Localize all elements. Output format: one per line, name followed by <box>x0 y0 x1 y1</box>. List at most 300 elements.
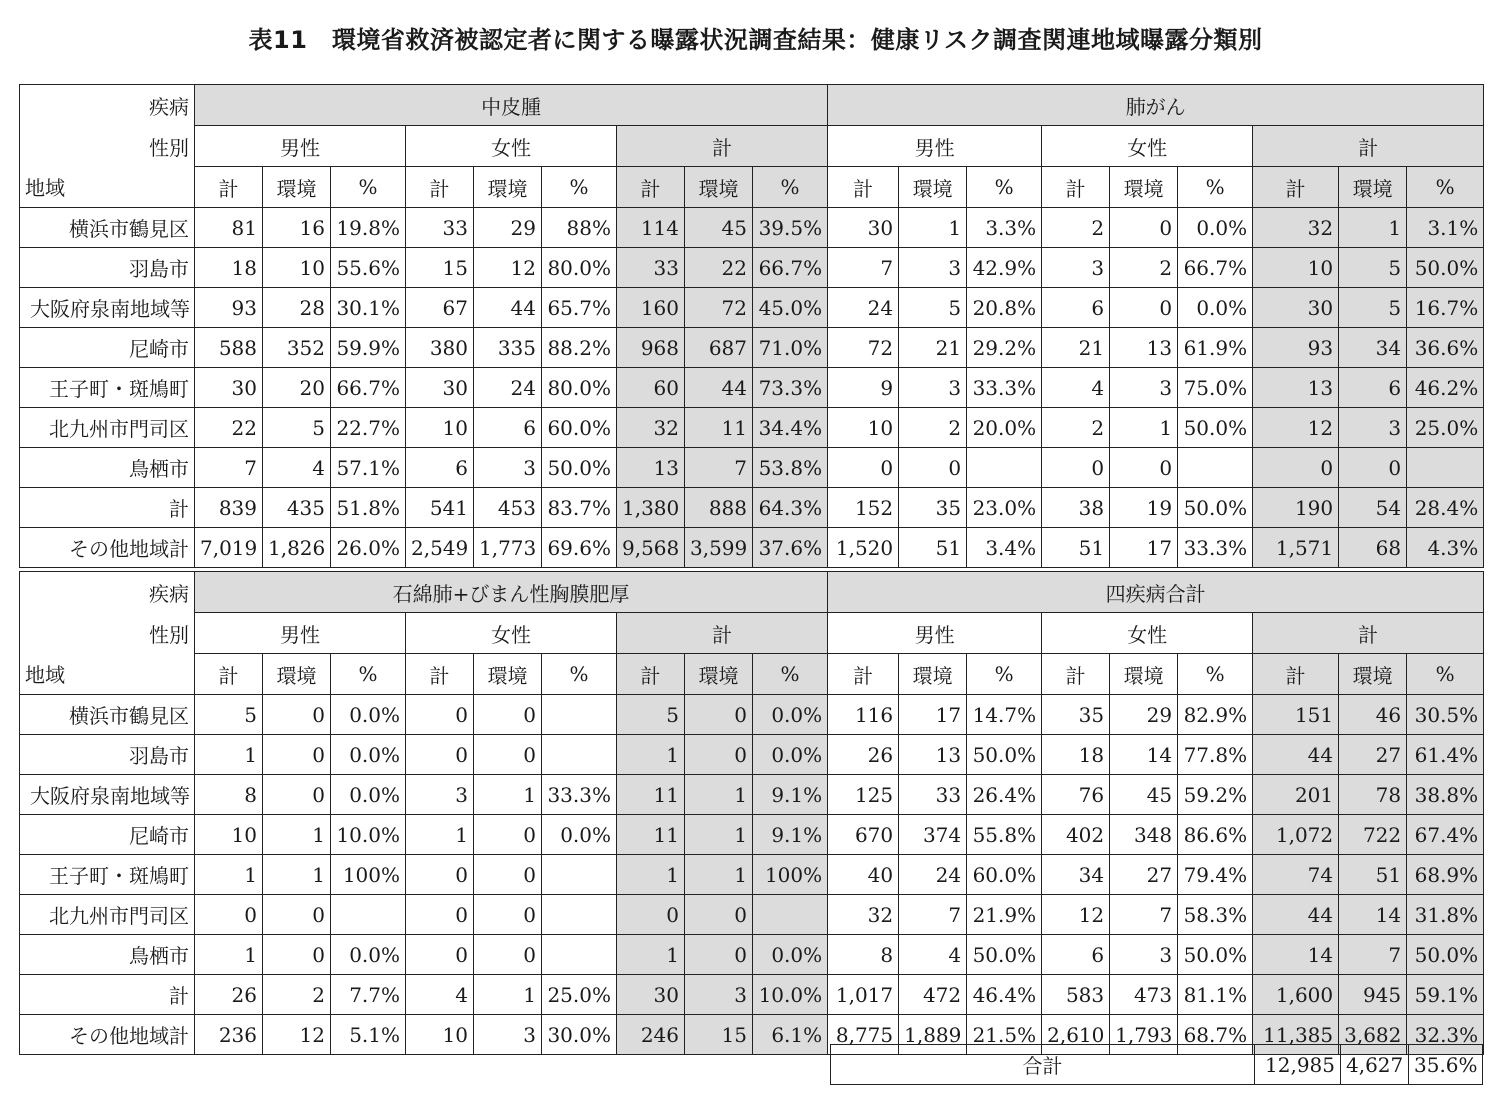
right-female-pct-cell: 82.9% <box>1178 695 1253 735</box>
left-female-env-cell: 0 <box>474 935 542 975</box>
left-female-env-cell: 0 <box>474 815 542 855</box>
left-male-env-cell: 10 <box>263 248 331 288</box>
left-male-count-cell: 1 <box>195 935 263 975</box>
left-female-env-cell: 3 <box>474 1015 542 1055</box>
region-cell: 計 <box>20 975 195 1015</box>
right-female-pct-cell: 86.6% <box>1178 815 1253 855</box>
right-male-env-cell: 24 <box>899 855 967 895</box>
left-male-pct-cell: 5.1% <box>331 1015 406 1055</box>
right-total-count-cell: 11,385 <box>1253 1015 1339 1055</box>
right-total-env-cell: 27 <box>1339 735 1407 775</box>
male-header: 男性 <box>195 613 406 654</box>
right-female-pct-cell: 50.0% <box>1178 408 1253 448</box>
right-male-pct-cell: 3.4% <box>967 528 1042 568</box>
right-female-env-cell: 27 <box>1110 855 1178 895</box>
left-male-count-cell: 18 <box>195 248 263 288</box>
right-total-pct-cell: 3.1% <box>1407 208 1484 248</box>
region-label: 地域 <box>20 654 195 695</box>
right-total-pct-cell: 50.0% <box>1407 248 1484 288</box>
region-cell: 王子町・斑鳩町 <box>20 368 195 408</box>
right-female-count-cell: 4 <box>1042 368 1110 408</box>
left-female-pct-cell: 69.6% <box>542 528 617 568</box>
left-total-pct-cell: 10.0% <box>753 975 828 1015</box>
right-male-env-cell: 7 <box>899 895 967 935</box>
count-header: 計 <box>1042 654 1110 695</box>
left-male-env-cell: 12 <box>263 1015 331 1055</box>
left-total-env-cell: 1 <box>685 775 753 815</box>
table-title: 表11 環境省救済被認定者に関する曝露状況調査結果：健康リスク調査関連地域曝露分類別 <box>248 26 1263 54</box>
left-male-count-cell: 7 <box>195 448 263 488</box>
env-header: 環境 <box>1110 167 1178 208</box>
right-male-count-cell: 9 <box>828 368 899 408</box>
right-female-env-cell: 0 <box>1110 448 1178 488</box>
left-male-env-cell: 2 <box>263 975 331 1015</box>
left-male-pct-cell: 0.0% <box>331 935 406 975</box>
right-female-pct-cell: 81.1% <box>1178 975 1253 1015</box>
left-total-count-cell: 32 <box>617 408 685 448</box>
right-total-pct-cell: 31.8% <box>1407 895 1484 935</box>
right-male-env-cell: 374 <box>899 815 967 855</box>
right-total-env-cell: 3 <box>1339 408 1407 448</box>
left-female-count-cell: 6 <box>406 448 474 488</box>
left-female-count-cell: 0 <box>406 855 474 895</box>
left-female-pct-cell: 30.0% <box>542 1015 617 1055</box>
right-male-env-cell: 13 <box>899 735 967 775</box>
right-female-pct-cell: 79.4% <box>1178 855 1253 895</box>
right-male-pct-cell: 46.4% <box>967 975 1042 1015</box>
count-header: 計 <box>1253 167 1339 208</box>
right-total-pct-cell: 46.2% <box>1407 368 1484 408</box>
right-male-count-cell: 7 <box>828 248 899 288</box>
left-female-env-cell: 6 <box>474 408 542 448</box>
pct-header: % <box>967 167 1042 208</box>
right-female-env-cell: 29 <box>1110 695 1178 735</box>
right-total-count-cell: 1,072 <box>1253 815 1339 855</box>
left-female-env-cell: 453 <box>474 488 542 528</box>
right-female-env-cell: 348 <box>1110 815 1178 855</box>
left-total-count-cell: 968 <box>617 328 685 368</box>
left-female-count-cell: 30 <box>406 368 474 408</box>
region-cell: 横浜市鶴見区 <box>20 208 195 248</box>
right-total-env-cell: 722 <box>1339 815 1407 855</box>
right-female-pct-cell: 0.0% <box>1178 288 1253 328</box>
left-female-env-cell: 0 <box>474 695 542 735</box>
env-header: 環境 <box>899 167 967 208</box>
table-row <box>20 328 1484 368</box>
right-total-count-cell: 10 <box>1253 248 1339 288</box>
count-header: 計 <box>1042 167 1110 208</box>
left-female-count-cell: 10 <box>406 1015 474 1055</box>
left-total-count-cell: 1 <box>617 935 685 975</box>
right-male-count-cell: 116 <box>828 695 899 735</box>
region-cell: 鳥栖市 <box>20 935 195 975</box>
right-female-count-cell: 34 <box>1042 855 1110 895</box>
right-male-env-cell: 17 <box>899 695 967 735</box>
right-male-pct-cell: 14.7% <box>967 695 1042 735</box>
pct-header: % <box>331 654 406 695</box>
left-male-count-cell: 1 <box>195 855 263 895</box>
left-total-pct-cell: 37.6% <box>753 528 828 568</box>
right-total-pct-cell: 4.3% <box>1407 528 1484 568</box>
right-male-count-cell: 40 <box>828 855 899 895</box>
left-total-count-cell: 246 <box>617 1015 685 1055</box>
left-male-env-cell: 16 <box>263 208 331 248</box>
left-female-pct-cell <box>542 935 617 975</box>
left-female-count-cell: 380 <box>406 328 474 368</box>
left-total-env-cell: 7 <box>685 448 753 488</box>
right-total-count-cell: 30 <box>1253 288 1339 328</box>
left-female-pct-cell: 25.0% <box>542 975 617 1015</box>
left-total-env-cell: 72 <box>685 288 753 328</box>
right-male-count-cell: 125 <box>828 775 899 815</box>
left-female-env-cell: 1 <box>474 975 542 1015</box>
disease-mesothelioma: 中皮腫 <box>195 85 828 126</box>
right-male-count-cell: 8,775 <box>828 1015 899 1055</box>
grand-total-label: 合計 <box>831 1045 1255 1085</box>
right-total-pct-cell: 68.9% <box>1407 855 1484 895</box>
right-female-env-cell: 0 <box>1110 288 1178 328</box>
left-male-count-cell: 236 <box>195 1015 263 1055</box>
count-header: 計 <box>1253 654 1339 695</box>
count-header: 計 <box>195 654 263 695</box>
right-total-count-cell: 44 <box>1253 735 1339 775</box>
right-male-pct-cell: 20.0% <box>967 408 1042 448</box>
table-row <box>20 775 1484 815</box>
region-label: 地域 <box>20 167 195 208</box>
disease-label: 疾病 <box>20 85 195 126</box>
right-total-env-cell: 51 <box>1339 855 1407 895</box>
right-female-pct-cell: 77.8% <box>1178 735 1253 775</box>
left-female-pct-cell: 80.0% <box>542 248 617 288</box>
region-cell: 北九州市門司区 <box>20 895 195 935</box>
left-male-count-cell: 5 <box>195 695 263 735</box>
male-header: 男性 <box>195 126 406 167</box>
left-total-count-cell: 114 <box>617 208 685 248</box>
right-female-count-cell: 2,610 <box>1042 1015 1110 1055</box>
left-male-count-cell: 588 <box>195 328 263 368</box>
right-total-pct-cell: 16.7% <box>1407 288 1484 328</box>
right-male-pct-cell: 60.0% <box>967 855 1042 895</box>
right-male-count-cell: 8 <box>828 935 899 975</box>
right-male-count-cell: 152 <box>828 488 899 528</box>
left-female-pct-cell: 83.7% <box>542 488 617 528</box>
table-row <box>20 695 1484 735</box>
subheader-row <box>20 654 1484 695</box>
left-female-env-cell: 1,773 <box>474 528 542 568</box>
total-header: 計 <box>1253 126 1484 167</box>
left-total-count-cell: 33 <box>617 248 685 288</box>
right-total-pct-cell: 32.3% <box>1407 1015 1484 1055</box>
right-female-env-cell: 2 <box>1110 248 1178 288</box>
table-row <box>20 368 1484 408</box>
left-male-count-cell: 839 <box>195 488 263 528</box>
region-cell: 鳥栖市 <box>20 448 195 488</box>
left-female-count-cell: 541 <box>406 488 474 528</box>
left-total-count-cell: 160 <box>617 288 685 328</box>
right-male-pct-cell: 21.5% <box>967 1015 1042 1055</box>
right-female-pct-cell: 50.0% <box>1178 488 1253 528</box>
right-total-pct-cell: 67.4% <box>1407 815 1484 855</box>
right-male-count-cell: 10 <box>828 408 899 448</box>
right-female-pct-cell: 59.2% <box>1178 775 1253 815</box>
right-male-count-cell: 0 <box>828 448 899 488</box>
count-header: 計 <box>195 167 263 208</box>
left-female-count-cell: 15 <box>406 248 474 288</box>
right-male-env-cell: 35 <box>899 488 967 528</box>
right-male-pct-cell <box>967 448 1042 488</box>
left-total-pct-cell: 45.0% <box>753 288 828 328</box>
left-female-env-cell: 0 <box>474 895 542 935</box>
region-cell: その他地域計 <box>20 1015 195 1055</box>
left-female-env-cell: 0 <box>474 735 542 775</box>
right-male-count-cell: 72 <box>828 328 899 368</box>
env-header: 環境 <box>263 654 331 695</box>
right-total-env-cell: 68 <box>1339 528 1407 568</box>
env-header: 環境 <box>685 167 753 208</box>
female-header: 女性 <box>406 126 617 167</box>
left-total-env-cell: 22 <box>685 248 753 288</box>
right-male-pct-cell: 42.9% <box>967 248 1042 288</box>
left-male-env-cell: 0 <box>263 935 331 975</box>
table-row <box>20 408 1484 448</box>
right-female-pct-cell: 50.0% <box>1178 935 1253 975</box>
grand-total-env: 4,627 <box>1341 1045 1409 1085</box>
right-male-env-cell: 4 <box>899 935 967 975</box>
right-female-count-cell: 2 <box>1042 408 1110 448</box>
left-total-count-cell: 13 <box>617 448 685 488</box>
right-total-env-cell: 54 <box>1339 488 1407 528</box>
right-female-pct-cell: 33.3% <box>1178 528 1253 568</box>
right-male-pct-cell: 23.0% <box>967 488 1042 528</box>
right-total-env-cell: 5 <box>1339 248 1407 288</box>
left-male-pct-cell: 10.0% <box>331 815 406 855</box>
region-cell: 尼崎市 <box>20 815 195 855</box>
right-total-env-cell: 3,682 <box>1339 1015 1407 1055</box>
region-cell: 大阪府泉南地域等 <box>20 288 195 328</box>
left-male-count-cell: 1 <box>195 735 263 775</box>
left-female-pct-cell <box>542 735 617 775</box>
left-female-env-cell: 0 <box>474 855 542 895</box>
count-header: 計 <box>828 167 899 208</box>
sex-label: 性別 <box>20 126 195 167</box>
right-female-pct-cell: 68.7% <box>1178 1015 1253 1055</box>
left-total-pct-cell <box>753 895 828 935</box>
right-total-count-cell: 190 <box>1253 488 1339 528</box>
left-total-count-cell: 1 <box>617 855 685 895</box>
left-male-pct-cell: 66.7% <box>331 368 406 408</box>
region-cell: 大阪府泉南地域等 <box>20 775 195 815</box>
right-female-count-cell: 21 <box>1042 328 1110 368</box>
left-female-pct-cell: 33.3% <box>542 775 617 815</box>
left-total-count-cell: 1 <box>617 735 685 775</box>
left-total-env-cell: 3,599 <box>685 528 753 568</box>
left-total-env-cell: 15 <box>685 1015 753 1055</box>
right-total-count-cell: 74 <box>1253 855 1339 895</box>
right-total-env-cell: 1 <box>1339 208 1407 248</box>
left-total-count-cell: 60 <box>617 368 685 408</box>
left-female-env-cell: 29 <box>474 208 542 248</box>
left-male-count-cell: 8 <box>195 775 263 815</box>
left-total-pct-cell: 0.0% <box>753 735 828 775</box>
left-female-count-cell: 0 <box>406 695 474 735</box>
left-total-pct-cell: 66.7% <box>753 248 828 288</box>
left-total-count-cell: 1,380 <box>617 488 685 528</box>
right-female-pct-cell: 61.9% <box>1178 328 1253 368</box>
right-total-env-cell: 46 <box>1339 695 1407 735</box>
right-female-count-cell: 402 <box>1042 815 1110 855</box>
left-total-count-cell: 0 <box>617 895 685 935</box>
left-female-count-cell: 67 <box>406 288 474 328</box>
left-male-env-cell: 0 <box>263 775 331 815</box>
grand-total-table <box>830 1044 1483 1085</box>
left-male-count-cell: 81 <box>195 208 263 248</box>
right-total-env-cell: 34 <box>1339 328 1407 368</box>
right-female-count-cell: 76 <box>1042 775 1110 815</box>
right-female-env-cell: 473 <box>1110 975 1178 1015</box>
subheader-row <box>20 167 1484 208</box>
left-female-count-cell: 33 <box>406 208 474 248</box>
left-male-env-cell: 5 <box>263 408 331 448</box>
env-header: 環境 <box>1110 654 1178 695</box>
right-male-env-cell: 1,889 <box>899 1015 967 1055</box>
disease-four-diseases-total: 四疾病合計 <box>828 572 1484 613</box>
right-total-count-cell: 1,600 <box>1253 975 1339 1015</box>
table-row <box>20 895 1484 935</box>
left-total-pct-cell: 0.0% <box>753 695 828 735</box>
right-female-count-cell: 35 <box>1042 695 1110 735</box>
right-female-env-cell: 14 <box>1110 735 1178 775</box>
right-female-env-cell: 45 <box>1110 775 1178 815</box>
right-total-pct-cell: 25.0% <box>1407 408 1484 448</box>
left-male-pct-cell: 59.9% <box>331 328 406 368</box>
table-mesothelioma-lung-cancer <box>19 84 1484 568</box>
right-total-count-cell: 13 <box>1253 368 1339 408</box>
right-male-count-cell: 670 <box>828 815 899 855</box>
left-male-pct-cell: 22.7% <box>331 408 406 448</box>
table-asbestosis-all-diseases <box>19 571 1484 1055</box>
right-female-count-cell: 2 <box>1042 208 1110 248</box>
left-male-pct-cell <box>331 895 406 935</box>
left-female-env-cell: 1 <box>474 775 542 815</box>
left-male-env-cell: 0 <box>263 735 331 775</box>
left-male-env-cell: 0 <box>263 895 331 935</box>
right-female-env-cell: 13 <box>1110 328 1178 368</box>
right-male-env-cell: 5 <box>899 288 967 328</box>
left-male-env-cell: 352 <box>263 328 331 368</box>
left-male-env-cell: 435 <box>263 488 331 528</box>
count-header: 計 <box>828 654 899 695</box>
right-male-env-cell: 0 <box>899 448 967 488</box>
left-total-count-cell: 11 <box>617 775 685 815</box>
table-row <box>20 975 1484 1015</box>
left-male-pct-cell: 7.7% <box>331 975 406 1015</box>
left-female-count-cell: 2,549 <box>406 528 474 568</box>
right-male-count-cell: 24 <box>828 288 899 328</box>
right-female-env-cell: 19 <box>1110 488 1178 528</box>
female-header: 女性 <box>1042 613 1253 654</box>
left-total-env-cell: 888 <box>685 488 753 528</box>
right-male-count-cell: 1,520 <box>828 528 899 568</box>
right-total-count-cell: 1,571 <box>1253 528 1339 568</box>
region-cell: 尼崎市 <box>20 328 195 368</box>
table-row <box>20 248 1484 288</box>
grand-total-count: 12,985 <box>1255 1045 1341 1085</box>
left-male-env-cell: 1 <box>263 815 331 855</box>
table-row <box>20 855 1484 895</box>
left-male-pct-cell: 55.6% <box>331 248 406 288</box>
disease-label: 疾病 <box>20 572 195 613</box>
env-header: 環境 <box>263 167 331 208</box>
right-total-count-cell: 93 <box>1253 328 1339 368</box>
table-row <box>20 735 1484 775</box>
left-female-count-cell: 3 <box>406 775 474 815</box>
right-male-env-cell: 3 <box>899 368 967 408</box>
left-female-count-cell: 10 <box>406 408 474 448</box>
left-female-pct-cell <box>542 895 617 935</box>
left-male-env-cell: 0 <box>263 695 331 735</box>
left-female-env-cell: 24 <box>474 368 542 408</box>
pct-header: % <box>1407 654 1484 695</box>
left-female-count-cell: 0 <box>406 895 474 935</box>
right-male-pct-cell: 55.8% <box>967 815 1042 855</box>
left-total-env-cell: 1 <box>685 855 753 895</box>
left-female-pct-cell <box>542 695 617 735</box>
left-male-env-cell: 1,826 <box>263 528 331 568</box>
right-female-env-cell: 1,793 <box>1110 1015 1178 1055</box>
left-total-env-cell: 0 <box>685 895 753 935</box>
left-total-count-cell: 9,568 <box>617 528 685 568</box>
left-total-pct-cell: 6.1% <box>753 1015 828 1055</box>
left-total-pct-cell: 0.0% <box>753 935 828 975</box>
left-total-env-cell: 0 <box>685 735 753 775</box>
right-female-pct-cell: 0.0% <box>1178 208 1253 248</box>
pct-header: % <box>967 654 1042 695</box>
right-female-count-cell: 12 <box>1042 895 1110 935</box>
left-male-pct-cell: 0.0% <box>331 735 406 775</box>
left-male-count-cell: 93 <box>195 288 263 328</box>
right-female-count-cell: 6 <box>1042 288 1110 328</box>
left-total-count-cell: 30 <box>617 975 685 1015</box>
right-male-pct-cell: 50.0% <box>967 735 1042 775</box>
right-female-env-cell: 0 <box>1110 208 1178 248</box>
disease-asbestosis-pleural-thickening: 石綿肺+びまん性胸膜肥厚 <box>195 572 828 613</box>
left-female-pct-cell: 80.0% <box>542 368 617 408</box>
right-male-pct-cell: 33.3% <box>967 368 1042 408</box>
left-total-env-cell: 45 <box>685 208 753 248</box>
table-row <box>20 448 1484 488</box>
left-male-pct-cell: 0.0% <box>331 695 406 735</box>
pct-header: % <box>753 167 828 208</box>
right-female-count-cell: 6 <box>1042 935 1110 975</box>
left-female-pct-cell: 88% <box>542 208 617 248</box>
count-header: 計 <box>406 654 474 695</box>
right-total-pct-cell <box>1407 448 1484 488</box>
total-header: 計 <box>617 126 828 167</box>
female-header: 女性 <box>406 613 617 654</box>
left-total-pct-cell: 71.0% <box>753 328 828 368</box>
pct-header: % <box>331 167 406 208</box>
right-total-env-cell: 0 <box>1339 448 1407 488</box>
count-header: 計 <box>617 654 685 695</box>
right-total-count-cell: 44 <box>1253 895 1339 935</box>
env-header: 環境 <box>899 654 967 695</box>
left-total-env-cell: 3 <box>685 975 753 1015</box>
pct-header: % <box>1178 167 1253 208</box>
right-female-pct-cell: 66.7% <box>1178 248 1253 288</box>
right-total-count-cell: 0 <box>1253 448 1339 488</box>
right-total-pct-cell: 28.4% <box>1407 488 1484 528</box>
right-total-pct-cell: 38.8% <box>1407 775 1484 815</box>
